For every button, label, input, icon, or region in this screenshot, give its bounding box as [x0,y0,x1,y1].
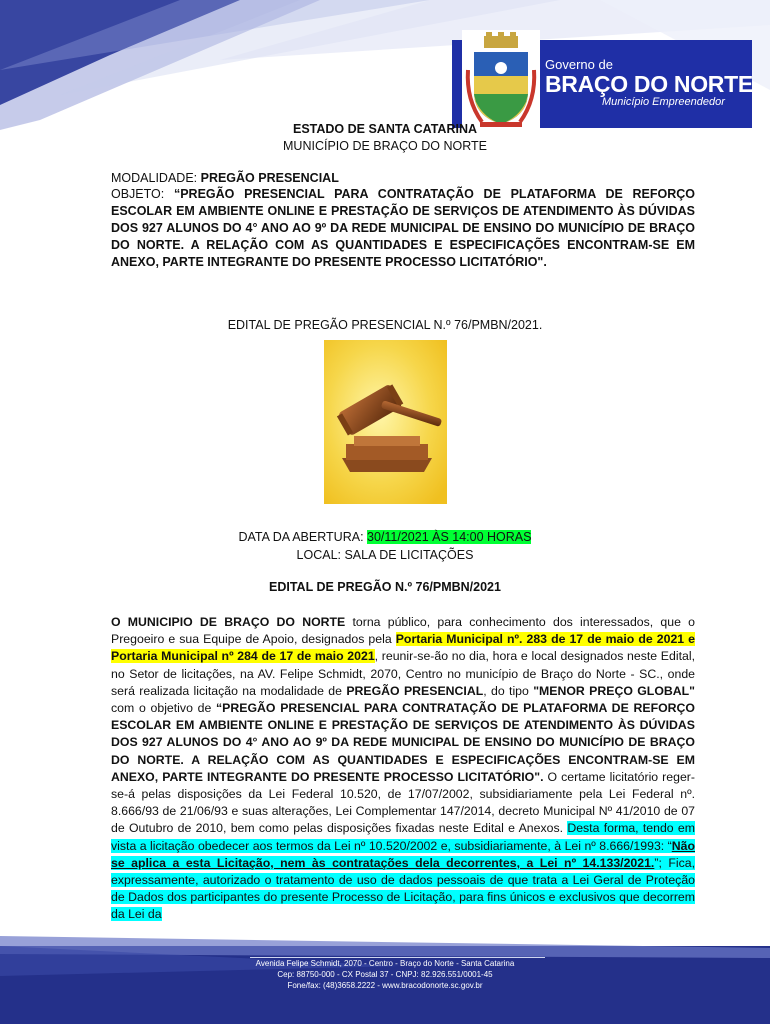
logo-line1: Governo de [545,57,613,72]
body-text-2: , reunir-se-ão no dia, hora e local designados neste Edital, no Setor de licitações, na AV. Felipe Schmidt, 2070, Centro no município de Braço do Norte - SC., onde será realizada licitação na modalidade de [111,649,695,698]
modalidade-label: MODALIDADE: [111,171,201,185]
body-text-4: com o objetivo de [111,701,217,716]
brand-logo-text [545,58,753,109]
lei-14133-note: Não se aplica a esta Licitação, nem às contratações dela decorrentes, a Lei nº 14.133/2021. [111,838,695,870]
modalidade-line [111,170,695,187]
portaria-highlight: Portaria Municipal nº. 283 de 17 de maio de 2021 e Portaria Municipal nº 284 de 17 de maio 2021 [111,632,696,664]
abertura-label: DATA DA ABERTURA: [238,530,368,544]
edital-title: EDITAL DE PREGÃO PRESENCIAL N.º 76/PMBN/2021. [227,318,543,332]
municipal-crest-icon [462,30,540,130]
abertura-value: 30/11/2021 ÀS 14:00 HORAS [367,530,532,544]
body-text-1: torna público, para conhecimento dos interessados, que o Pregoeiro e sua Equipe de Apoio, designados pela [111,615,695,647]
state-heading: ESTADO DE SANTA CATARINA [292,122,478,136]
logo-line3: Município Empreendedor [602,96,725,108]
edital-subtitle: EDITAL DE PREGÃO N.º 76/PMBN/2021 [269,580,501,594]
municipality-heading: MUNICÍPIO DE BRAÇO DO NORTE [283,139,487,153]
logo-line2: BRAÇO DO NORTE [545,71,753,97]
objeto-label: OBJETO: [111,187,174,201]
footer-line3: Fone/fax: (48)3658.2222 - www.bracodonorte.sc.gov.br [287,981,483,990]
body-paragraph [111,614,695,924]
abertura-line [0,530,770,544]
objeto-value: “PREGÃO PRESENCIAL PARA CONTRATAÇÃO DE PLATAFORMA DE REFORÇO ESCOLAR EM AMBIENTE ONLINE E PRESTAÇÃO DE SERVIÇOS DE ATENDIMENTO ÀS DÚVIDAS DOS 927 ALUNOS DO 4° ANO AO 9º DA REDE MUNICIPAL DE ENSINO DO MUNICÍPIO DE BRAÇO DO NORTE. A RELAÇÃO COM AS QUANTIDADES E ESPECIFICAÇÕES ENCONTRAM-SE EM ANEXO, PARTE INTEGRANTE DO PRESENTE PROCESSO LICITATÓRIO". [111,187,695,269]
objeto-paragraph [111,186,695,271]
gavel-icon [324,340,447,504]
lei-text-1: Desta forma, tendo em vista a licitação obedecer aos termos da Lei nº 10.520/2002 e, subsidiariamente, à Lei nº 8.666/1993: “ [111,821,695,853]
lei-text-2: ”; Fica, expressamente, autorizado o tratamento de uso de dados pessoais de que trata a Lei Geral de Proteção de Dados dos participantes do presente Processo de Licitação, para fins únicos e exclusivos que decorrem da Lei da [111,855,695,922]
body-objeto: “PREGÃO PRESENCIAL PARA CONTRATAÇÃO DE PLATAFORMA DE REFORÇO ESCOLAR EM AMBIENTE ONLINE E PRESTAÇÃO DE SERVIÇOS DE ATENDIMENTO ÀS DÚVIDAS DOS 927 ALUNOS DO 4° ANO AO 9º DA REDE MUNICIPAL DE ENSINO DO MUNICÍPIO DE BRAÇO DO NORTE. A RELAÇÃO COM AS QUANTIDADES E ESPECIFICAÇÕES ENCONTRAM-SE EM ANEXO, PARTE INTEGRANTE DO PRESENTE PROCESSO LICITATÓRIO". [111,701,695,784]
local-line: LOCAL: SALA DE LICITAÇÕES [296,548,474,562]
body-modalidade: PREGÃO PRESENCIAL [346,683,484,698]
modalidade-value: PREGÃO PRESENCIAL [200,171,339,185]
footer-line1: Avenida Felipe Schmidt, 2070 - Centro - Braço do Norte - Santa Catarina [255,959,515,968]
footer-address [0,958,770,991]
body-text-5: O certame licitatório reger-se-á pelas disposições da Lei Federal 10.520, de 17/07/2002, subsidiariamente pela Lei Federal nº. 8.666/93 de 21/06/93 e suas alterações, Lei Complementar 147/2014, decreto Municipal Nº 41/2010 de 07 de Outubro de 2010, bem como pelas disposições fixadas neste Edital e Anexos. [111,769,695,836]
footer-line2: Cep: 88750-000 - CX Postal 37 - CNPJ: 82.926.551/0001-45 [277,970,493,979]
body-tipo: "MENOR PREÇO GLOBAL" [533,683,695,698]
lei-highlight [111,821,695,921]
body-municipio: O MUNICIPIO DE BRAÇO DO NORTE [111,615,346,629]
body-text-3: , do tipo [483,683,534,698]
